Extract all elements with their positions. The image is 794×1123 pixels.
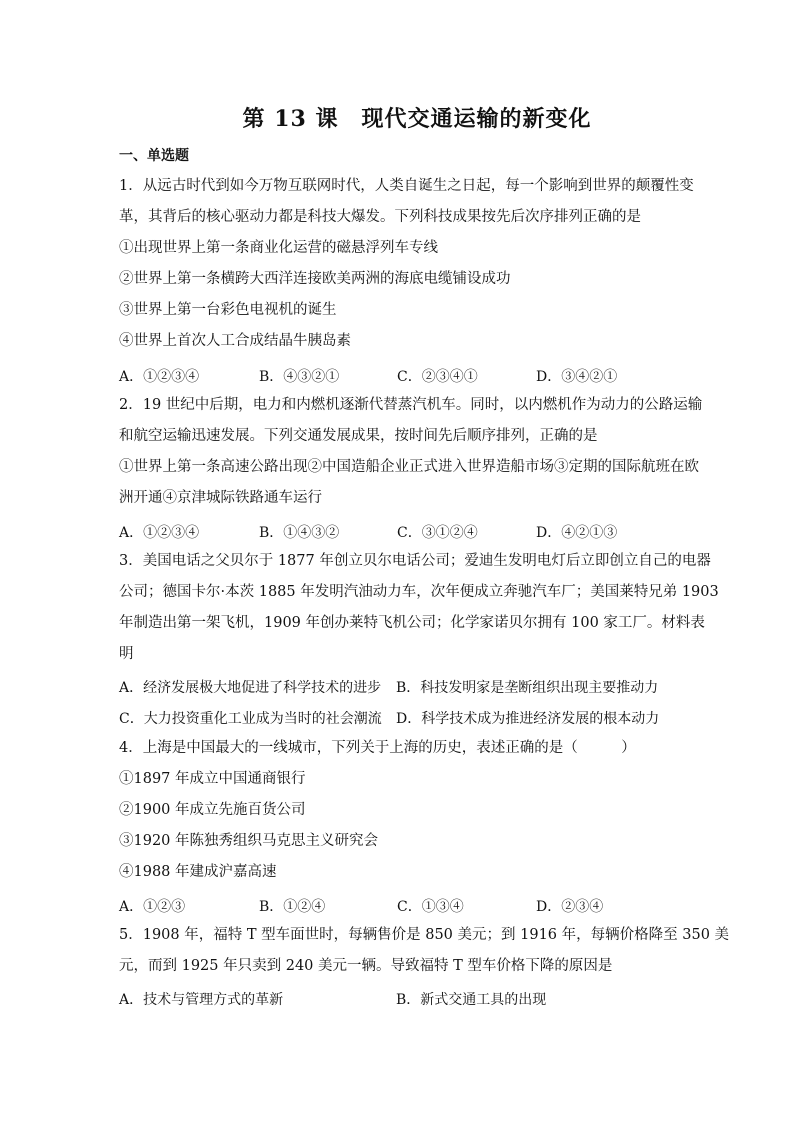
q3-option-d: D．科学技术成为推进经济发展的根本动力: [396, 711, 660, 727]
q5-option-b: B．新式交通工具的出现: [396, 992, 547, 1008]
q5-stem-line: 元，而到 1925 年只卖到 240 美元一辆。导致福特 T 型车价格下降的原因是: [119, 958, 613, 974]
q1-stem-line: 1．从远古时代到如今万物互联网时代，人类自诞生之日起，每一个影响到世界的颠覆性变: [119, 178, 694, 194]
q2-option-c: C．③①②④: [397, 525, 478, 541]
q4-item: ②1900 年成立先施百货公司: [119, 802, 306, 818]
q3-stem-line: 3．美国电话之父贝尔于 1877 年创立贝尔电话公司；爱迪生发明电灯后立即创立自己的电器: [119, 553, 711, 569]
q4-option-b: B．①②④: [259, 899, 326, 915]
q1-item: ①出现世界上第一条商业化运营的磁悬浮列车专线: [119, 240, 438, 256]
q4-item: ③1920 年陈独秀组织马克思主义研究会: [119, 833, 379, 849]
q4-option-a: A．①②③: [119, 899, 186, 915]
page-title: 第 13 课 现代交通运输的新变化: [242, 106, 592, 132]
q3-stem-line: 明: [119, 646, 134, 662]
q3-options-row-1: [119, 677, 699, 695]
q5-stem-line: 5．1908 年，福特 T 型车面世时，每辆售价是 850 美元；到 1916 年，每辆价格降至 350 美: [119, 927, 730, 943]
q1-stem-line: 革，其背后的核心驱动力都是科技大爆发。下列科技成果按先后次序排列正确的是: [119, 209, 641, 225]
q4-item: ①1897 年成立中国通商银行: [119, 771, 306, 787]
q3-option-b: B．科技发明家是垄断组织出现主要推动力: [396, 680, 659, 696]
q5-option-a: A．技术与管理方式的革新: [119, 992, 284, 1008]
q2-stem-line: 和航空运输迅速发展。下列交通发展成果，按时间先后顺序排列，正确的是: [119, 428, 598, 444]
q1-item: ③世界上第一台彩色电视机的诞生: [119, 302, 337, 318]
q1-option-b: B．④③②①: [259, 369, 340, 385]
q2-option-d: D．④②①③: [536, 525, 618, 541]
q4-option-d: D．②③④: [536, 899, 604, 915]
section-heading: 一、单选题: [119, 148, 189, 164]
q2-item: 洲开通④京津城际铁路通车运行: [119, 490, 322, 506]
q2-option-b: B．①④③②: [259, 525, 340, 541]
q1-option-d: D．③④②①: [536, 369, 618, 385]
q1-option-c: C．②③④①: [397, 369, 478, 385]
q2-item: ①世界上第一条高速公路出现②中国造船企业正式进入世界造船市场③定期的国际航班在欧: [119, 459, 699, 475]
q5-options: [119, 989, 699, 1007]
q1-option-a: A．①②③④: [119, 369, 200, 385]
q1-options: [119, 366, 699, 384]
q3-option-c: C．大力投资重化工业成为当时的社会潮流: [119, 711, 382, 727]
q2-option-a: A．①②③④: [119, 525, 200, 541]
q1-item: ②世界上第一条横跨大西洋连接欧美两洲的海底电缆铺设成功: [119, 271, 511, 287]
q3-option-a: A．经济发展极大地促进了科学技术的进步: [119, 680, 382, 696]
q3-stem-line: 公司；德国卡尔·本茨 1885 年发明汽油动力车，次年便成立奔驰汽车厂；美国莱特兄弟 1903: [119, 584, 719, 600]
q4-stem-line: 4．上海是中国最大的一线城市，下列关于上海的历史，表述正确的是（ ）: [119, 740, 636, 756]
q2-options: [119, 522, 699, 540]
q3-options-row-2: [119, 708, 699, 726]
q1-item: ④世界上首次人工合成结晶牛胰岛素: [119, 333, 351, 349]
q3-stem-line: 年制造出第一架飞机，1909 年创办莱特飞机公司；化学家诺贝尔拥有 100 家工厂。材料表: [119, 615, 705, 631]
q4-item: ④1988 年建成沪嘉高速: [119, 864, 277, 880]
q4-options: [119, 896, 699, 914]
q2-stem-line: 2．19 世纪中后期，电力和内燃机逐渐代替蒸汽机车。同时，以内燃机作为动力的公路运输: [119, 397, 703, 413]
q4-option-c: C．①③④: [397, 899, 464, 915]
